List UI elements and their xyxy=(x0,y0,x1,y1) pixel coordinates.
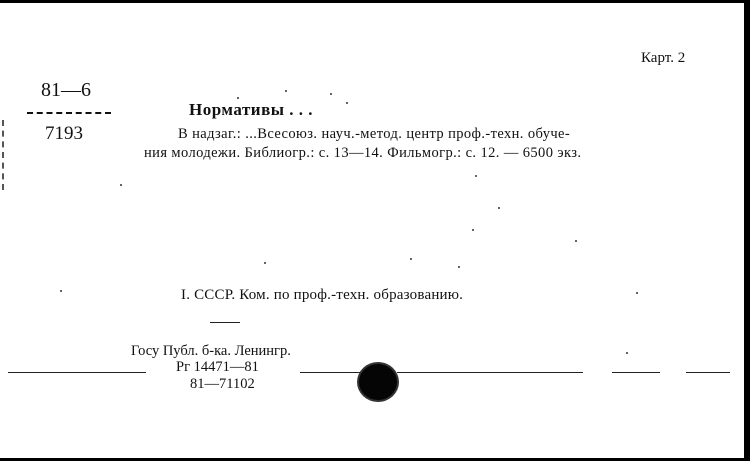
subject-heading: I. СССР. Ком. по проф.-техн. образованию. xyxy=(181,287,464,303)
dust-speck xyxy=(458,266,460,268)
registration-number: Рг 14471—81 xyxy=(176,359,259,375)
class-number-divider xyxy=(27,112,111,114)
dust-speck xyxy=(575,240,577,242)
record-note-line-1: В надзаг.: ...Всесоюз. науч.-метод. центр проф.-техн. обуче- xyxy=(178,126,571,142)
bottom-rule-segment xyxy=(612,372,660,373)
handwritten-tick xyxy=(210,322,240,323)
dust-speck xyxy=(636,292,638,294)
record-note-line-2: ния молодежи. Библиогр.: с. 13—14. Фильмогр.: с. 12. — 6500 экз. xyxy=(144,145,582,161)
accession-number: 7193 xyxy=(45,123,83,144)
dust-speck xyxy=(410,258,412,260)
bottom-rule-segment xyxy=(686,372,730,373)
bottom-rule-segment xyxy=(8,372,146,373)
dust-speck xyxy=(60,290,62,292)
dust-speck xyxy=(237,97,239,99)
punch-hole xyxy=(359,364,397,400)
bottom-rule-segment xyxy=(397,372,583,373)
dust-speck xyxy=(498,207,500,209)
record-title: Нормативы . . . xyxy=(189,100,314,119)
bottom-rule-segment xyxy=(300,372,362,373)
left-edge-mark xyxy=(2,120,7,190)
dust-speck xyxy=(264,262,266,264)
dust-speck xyxy=(330,93,332,95)
dust-speck xyxy=(120,184,122,186)
library-name: Госу Публ. б-ка. Ленингр. xyxy=(131,343,291,359)
dust-speck xyxy=(626,352,628,354)
card-right-edge xyxy=(744,0,750,461)
dust-speck xyxy=(472,229,474,231)
card-number: Карт. 2 xyxy=(641,50,686,66)
dust-speck xyxy=(285,90,287,92)
card-top-edge xyxy=(0,0,750,3)
dust-speck xyxy=(346,102,348,104)
catalog-number: 81—71102 xyxy=(190,376,255,392)
class-number: 81—6 xyxy=(41,79,91,101)
dust-speck xyxy=(475,175,477,177)
